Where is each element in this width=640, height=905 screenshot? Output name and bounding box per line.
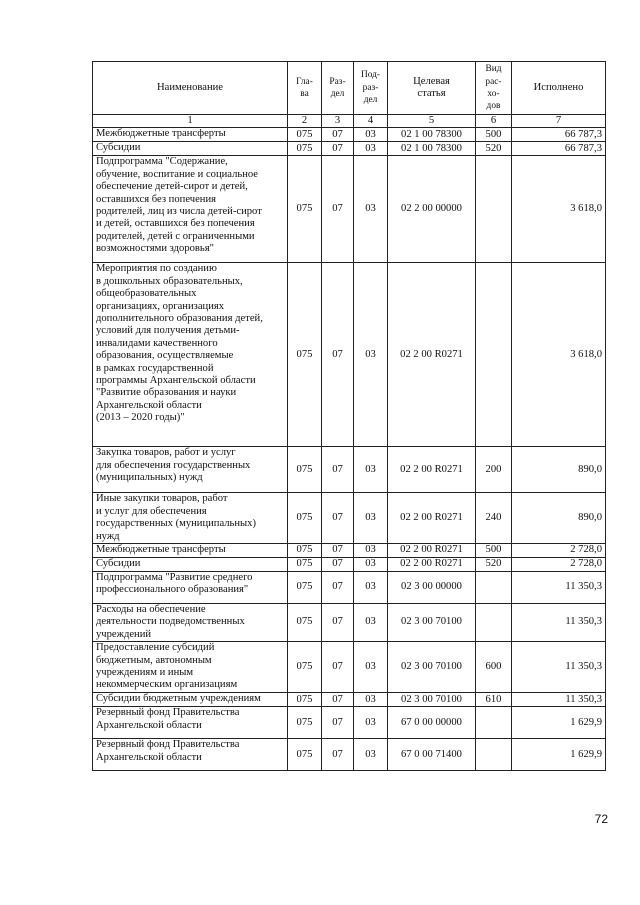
row-vid-cell: 520 — [476, 142, 512, 156]
row-amount-cell: 890,0 — [512, 493, 606, 544]
header-tselevaya-statya — [388, 62, 476, 115]
row-razdel-cell: 07 — [322, 493, 354, 544]
row-statya-cell: 02 2 00 R0271 — [388, 493, 476, 544]
row-vid-cell — [476, 572, 512, 604]
row-statya-cell: 67 0 00 00000 — [388, 707, 476, 739]
row-vid-cell — [476, 156, 512, 263]
row-vid-cell — [476, 707, 512, 739]
table-row — [93, 447, 606, 493]
row-podrazdel-cell: 03 — [354, 604, 388, 642]
row-statya-cell: 02 3 00 00000 — [388, 572, 476, 604]
header-glava-text: Гла- ва — [296, 76, 313, 99]
row-razdel-cell: 07 — [322, 544, 354, 558]
header-podrazdel-text: Под- раз- дел — [360, 70, 381, 106]
table-row — [93, 142, 606, 156]
row-amount-cell: 2 728,0 — [512, 558, 606, 572]
header-ispolneno: Исполнено — [512, 62, 606, 115]
row-glava-cell: 075 — [288, 128, 322, 142]
column-number: 6 — [476, 115, 512, 128]
row-glava-cell: 075 — [288, 739, 322, 771]
row-podrazdel-cell: 03 — [354, 544, 388, 558]
row-podrazdel-cell: 03 — [354, 128, 388, 142]
row-glava-cell: 075 — [288, 544, 322, 558]
table-body — [93, 128, 606, 771]
row-statya-cell: 02 2 00 R0271 — [388, 558, 476, 572]
table-row — [93, 572, 606, 604]
table-row — [93, 693, 606, 707]
row-razdel-cell: 07 — [322, 693, 354, 707]
header-glava — [288, 62, 322, 115]
table-row — [93, 707, 606, 739]
row-podrazdel-cell: 03 — [354, 493, 388, 544]
row-glava-cell: 075 — [288, 558, 322, 572]
column-number: 4 — [354, 115, 388, 128]
row-podrazdel-cell: 03 — [354, 447, 388, 493]
row-razdel-cell: 07 — [322, 142, 354, 156]
row-vid-cell: 600 — [476, 642, 512, 693]
row-glava-cell: 075 — [288, 572, 322, 604]
row-amount-cell: 11 350,3 — [512, 604, 606, 642]
row-amount-cell: 2 728,0 — [512, 544, 606, 558]
row-podrazdel-cell: 03 — [354, 558, 388, 572]
row-amount-cell: 1 629,9 — [512, 707, 606, 739]
row-razdel-cell: 07 — [322, 447, 354, 493]
header-row — [93, 62, 606, 115]
row-statya-cell: 02 3 00 70100 — [388, 604, 476, 642]
row-vid-cell — [476, 739, 512, 771]
row-amount-cell: 11 350,3 — [512, 642, 606, 693]
row-amount-cell: 11 350,3 — [512, 693, 606, 707]
row-vid-cell: 610 — [476, 693, 512, 707]
table-row — [93, 263, 606, 447]
row-podrazdel-cell: 03 — [354, 707, 388, 739]
row-podrazdel-cell: 03 — [354, 263, 388, 447]
row-name-cell: Иные закупки товаров, работ и услуг для обеспечения государственных (муниципальных) нужд — [93, 493, 288, 544]
row-amount-cell: 3 618,0 — [512, 156, 606, 263]
row-name-cell: Резервный фонд Правительства Архангельской области — [93, 739, 288, 771]
row-name-cell: Субсидии — [93, 142, 288, 156]
row-vid-cell: 500 — [476, 544, 512, 558]
row-glava-cell: 075 — [288, 707, 322, 739]
row-amount-cell: 11 350,3 — [512, 572, 606, 604]
header-tselevaya-text: Целевая статья — [413, 75, 450, 99]
row-name-cell: Резервный фонд Правительства Архангельской области — [93, 707, 288, 739]
row-name-cell: Закупка товаров, работ и услуг для обеспечения государственных (муниципальных) нужд — [93, 447, 288, 493]
row-vid-cell: 500 — [476, 128, 512, 142]
row-razdel-cell: 07 — [322, 156, 354, 263]
column-number: 3 — [322, 115, 354, 128]
row-glava-cell: 075 — [288, 642, 322, 693]
row-statya-cell: 02 3 00 70100 — [388, 693, 476, 707]
row-podrazdel-cell: 03 — [354, 572, 388, 604]
row-name-cell: Подпрограмма "Развитие среднего профессионального образования" — [93, 572, 288, 604]
table-row — [93, 739, 606, 771]
header-podrazdel — [354, 62, 388, 115]
row-glava-cell: 075 — [288, 447, 322, 493]
column-number: 5 — [388, 115, 476, 128]
row-podrazdel-cell: 03 — [354, 142, 388, 156]
row-statya-cell: 02 2 00 00000 — [388, 156, 476, 263]
row-razdel-cell: 07 — [322, 739, 354, 771]
row-glava-cell: 075 — [288, 493, 322, 544]
row-statya-cell: 67 0 00 71400 — [388, 739, 476, 771]
row-name-cell: Расходы на обеспечение деятельности подведомственных учреждений — [93, 604, 288, 642]
row-name-cell: Субсидии бюджетным учреждениям — [93, 693, 288, 707]
row-name-cell: Мероприятия по созданию в дошкольных образовательных, общеобразовательных организациях, организациях дополнительного образования детей, условий для получения детьми- инвалидами качественного образования, осуществляемые в рамках государственной программы Архангельской области "Развитие образования и науки Архангельской области (2013 – 2020 годы)" — [93, 263, 288, 447]
table-row — [93, 128, 606, 142]
row-amount-cell: 66 787,3 — [512, 128, 606, 142]
row-amount-cell: 66 787,3 — [512, 142, 606, 156]
row-razdel-cell: 07 — [322, 263, 354, 447]
row-razdel-cell: 07 — [322, 128, 354, 142]
column-number-row — [93, 115, 606, 128]
column-number: 7 — [512, 115, 606, 128]
header-vid-rashodov — [476, 62, 512, 115]
row-vid-cell: 240 — [476, 493, 512, 544]
column-number: 1 — [93, 115, 288, 128]
page-number: 72 — [594, 812, 608, 826]
row-razdel-cell: 07 — [322, 572, 354, 604]
budget-table — [92, 61, 606, 771]
table-row — [93, 558, 606, 572]
table-row — [93, 544, 606, 558]
row-name-cell: Подпрограмма "Содержание, обучение, воспитание и социальное обеспечение детей-сирот и детей, оставшихся без попечения родителей, лиц из числа детей-сирот и детей, оставшихся без попечения родителей, детей с ограниченными возможностями здоровья" — [93, 156, 288, 263]
header-vid-text: Вид рас- хо- дов — [485, 64, 502, 112]
row-amount-cell: 890,0 — [512, 447, 606, 493]
row-glava-cell: 075 — [288, 156, 322, 263]
row-name-cell: Предоставление субсидий бюджетным, автономным учреждениям и иным некоммерческим организациям — [93, 642, 288, 693]
row-statya-cell: 02 1 00 78300 — [388, 142, 476, 156]
row-name-cell: Межбюджетные трансферты — [93, 544, 288, 558]
row-vid-cell — [476, 604, 512, 642]
row-razdel-cell: 07 — [322, 707, 354, 739]
row-glava-cell: 075 — [288, 263, 322, 447]
row-vid-cell — [476, 263, 512, 447]
column-number: 2 — [288, 115, 322, 128]
table-row — [93, 493, 606, 544]
row-name-cell: Субсидии — [93, 558, 288, 572]
row-glava-cell: 075 — [288, 693, 322, 707]
row-statya-cell: 02 3 00 70100 — [388, 642, 476, 693]
header-razdel — [322, 62, 354, 115]
row-statya-cell: 02 1 00 78300 — [388, 128, 476, 142]
row-podrazdel-cell: 03 — [354, 693, 388, 707]
row-razdel-cell: 07 — [322, 604, 354, 642]
header-razdel-text: Раз- дел — [329, 76, 346, 99]
row-podrazdel-cell: 03 — [354, 156, 388, 263]
row-razdel-cell: 07 — [322, 558, 354, 572]
row-podrazdel-cell: 03 — [354, 642, 388, 693]
row-glava-cell: 075 — [288, 142, 322, 156]
row-vid-cell: 200 — [476, 447, 512, 493]
table-row — [93, 604, 606, 642]
row-amount-cell: 3 618,0 — [512, 263, 606, 447]
table-row — [93, 156, 606, 263]
row-statya-cell: 02 2 00 R0271 — [388, 263, 476, 447]
row-razdel-cell: 07 — [322, 642, 354, 693]
row-podrazdel-cell: 03 — [354, 739, 388, 771]
row-vid-cell: 520 — [476, 558, 512, 572]
row-statya-cell: 02 2 00 R0271 — [388, 447, 476, 493]
table-row — [93, 642, 606, 693]
row-amount-cell: 1 629,9 — [512, 739, 606, 771]
header-name: Наименование — [93, 62, 288, 115]
row-name-cell: Межбюджетные трансферты — [93, 128, 288, 142]
row-statya-cell: 02 2 00 R0271 — [388, 544, 476, 558]
row-glava-cell: 075 — [288, 604, 322, 642]
